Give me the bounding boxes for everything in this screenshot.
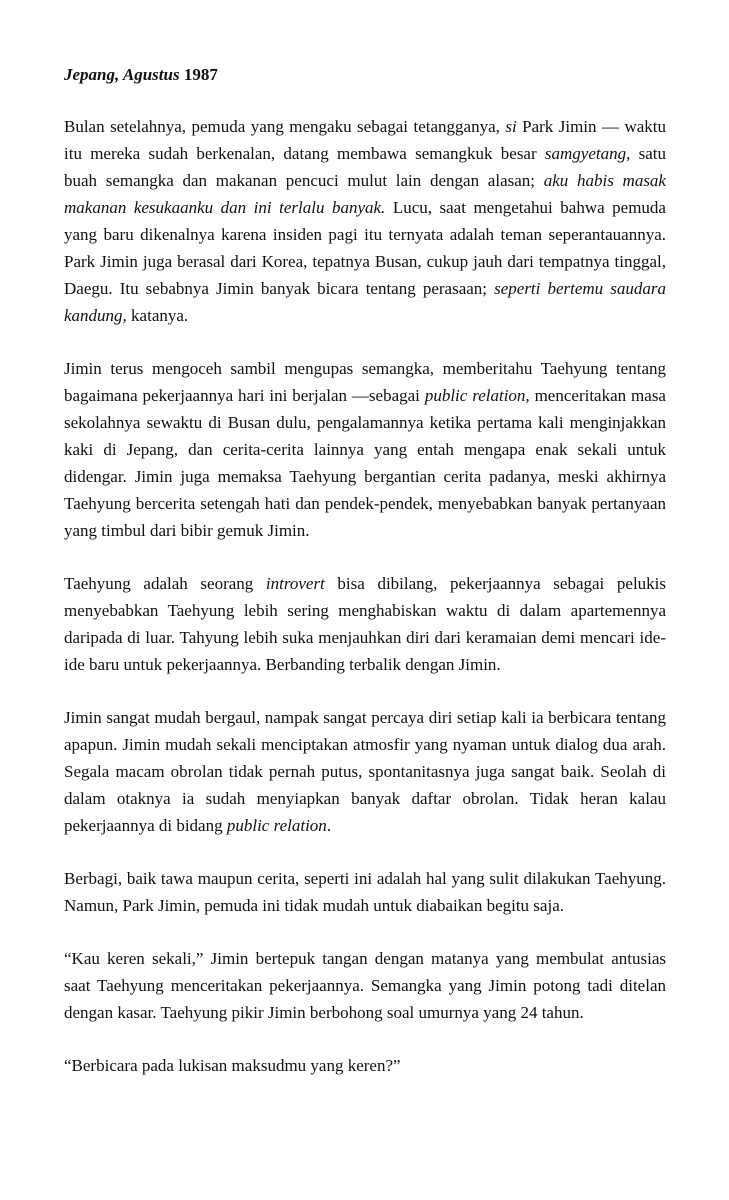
- text-run: .: [326, 816, 332, 835]
- heading-year: 1987: [183, 65, 218, 84]
- paragraph-2: [64, 355, 666, 544]
- paragraph-6: [64, 945, 666, 1026]
- text-run: bisa dibilang, pekerjaannya sebagai pelukis menyebabkan Taehyung lebih sering menghabiskan waktu di dalam apartemennya daripada di luar. Tahyung lebih suka menjauhkan diri dari keramaian demi mencari ide-ide baru untuk pekerjaannya. Berbanding terbalik dengan Jimin.: [64, 574, 667, 674]
- text-run: Berbagi, baik tawa maupun cerita, seperti ini adalah hal yang sulit dilakukan Taehyung. Namun, Park Jimin, pemuda ini tidak mudah untuk diabaikan begitu saja.: [64, 869, 666, 915]
- text-run: “Berbicara pada lukisan maksudmu yang keren?”: [64, 1056, 401, 1075]
- text-run: Jimin terus mengoceh sambil mengupas semangka, memberitahu Taehyung tentang bagaimana pekerjaannya hari ini berjalan —sebagai: [64, 359, 666, 405]
- text-run: Bulan setelahnya, pemuda yang mengaku sebagai tetangganya,: [64, 117, 506, 136]
- paragraph-3: [64, 570, 666, 678]
- paragraph-5: [64, 865, 666, 919]
- italic-text: samgyetang,: [544, 144, 631, 163]
- heading-place-date: Jepang, Agustus: [64, 65, 180, 84]
- text-run: satu buah semangka dan makanan pencuci mulut lain dengan alasan;: [64, 144, 666, 190]
- text-run: Jimin sangat mudah bergaul, nampak sangat percaya diri setiap kali ia berbicara tentang apapun. Jimin mudah sekali menciptakan atmosfir yang nyaman untuk dialog dua arah. Segala macam obrolan tidak pernah putus, spontanitasnya juga sangat baik. Seolah di dalam otaknya ia sudah menyiapkan banyak daftar obrolan. Tidak heran kalau pekerjaannya di bidang: [64, 708, 666, 835]
- italic-text: public relation: [226, 816, 327, 835]
- text-run: katanya.: [126, 306, 189, 325]
- italic-text: public relation,: [424, 386, 530, 405]
- text-run: menceritakan masa sekolahnya sewaktu di Busan dulu, pengalamannya ketika pertama kali menginjakkan kaki di Jepang, dan cerita-cerita lainnya yang entah mengapa enak sekali untuk didengar. Jimin juga memaksa Taehyung bergantian cerita padanya, meski akhirnya Taehyung bercerita setengah hati dan pendek-pendek, menyebabkan banyak pertanyaan yang timbul dari bibir gemuk Jimin.: [64, 386, 666, 540]
- text-run: “Kau keren sekali,” Jimin bertepuk tangan dengan matanya yang membulat antusias saat Taehyung menceritakan pekerjaannya. Semangka yang Jimin potong tadi ditelan dengan kasar. Taehyung pikir Jimin berbohong soal umurnya yang 24 tahun.: [64, 949, 666, 1022]
- italic-text: si: [505, 117, 517, 136]
- italic-text: aku habis masak makanan kesukaanku dan ini terlalu banyak.: [64, 171, 666, 217]
- body-text: [64, 113, 666, 1079]
- paragraph-7: [64, 1052, 666, 1079]
- chapter-heading: [64, 63, 666, 87]
- italic-text: introvert: [265, 574, 325, 593]
- text-run: Park Jimin — waktu itu mereka sudah berkenalan, datang membawa semangkuk besar: [64, 117, 666, 163]
- paragraph-1: [64, 113, 666, 329]
- paragraph-4: [64, 704, 666, 839]
- italic-text: seperti bertemu saudara kandung,: [64, 279, 666, 325]
- text-run: Lucu, saat mengetahui bahwa pemuda yang baru dikenalnya karena insiden pagi itu ternyata adalah teman seperantauannya. Park Jimin juga berasal dari Korea, tepatnya Busan, cukup jauh dari tempatnya tinggal, Daegu. Itu sebabnya Jimin banyak bicara tentang perasaan;: [64, 198, 666, 298]
- text-run: Taehyung adalah seorang: [64, 574, 266, 593]
